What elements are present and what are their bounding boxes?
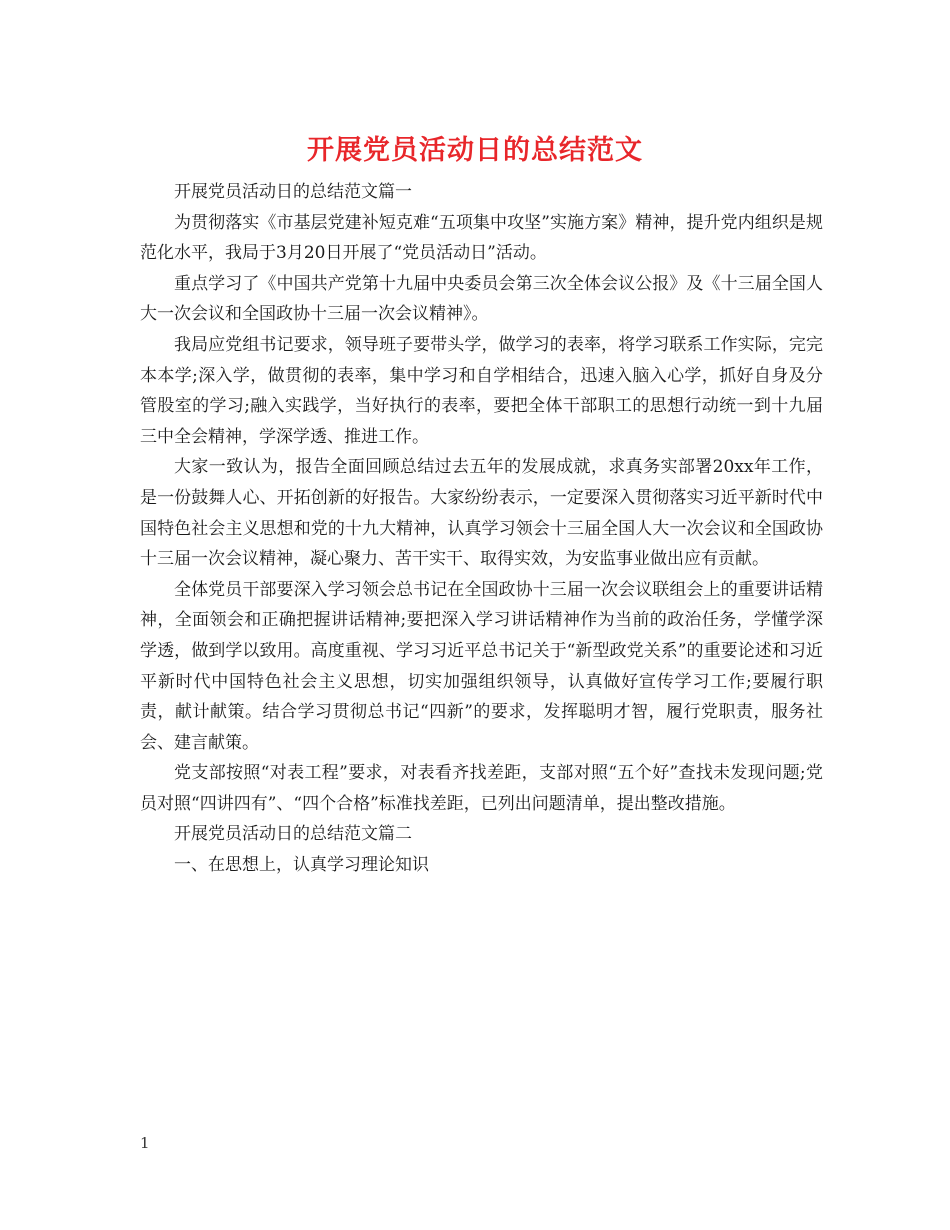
page-number: 1 <box>140 1134 150 1152</box>
paragraph-learning-tasks: 全体党员干部要深入学习领会总书记在全国政协十三届一次会议联组会上的重要讲话精神，全面领会和正确把握讲话精神;要把深入学习讲话精神作为当前的政治任务，学懂学深学透，做到学以致用。高度重视、学习习近平总书记关于“新型政党关系”的重要论述和习近平新时代中国特色社会主义思想，切实加强组织领导，认真做好宣传学习工作;要履行职责，献计献策。结合学习贯彻总书记“四新”的要求，发挥聪明才智，履行党职责，服务社会、建言献策。 <box>140 579 823 753</box>
document-title: 开展党员活动日的总结范文 <box>307 135 643 166</box>
paragraph-intro: 为贯彻落实《市基层党建补短克难“五项集中攻坚”实施方案》精神，提升党内组织是规范化水平，我局于3月20日开展了“党员活动日”活动。 <box>140 212 823 264</box>
paragraph-branch-review: 党支部按照“对表工程”要求，对表看齐找差距，支部对照“五个好”查找未发现问题;党员对照“四讲四有”、“四个合格”标准找差距，已列出问题清单，提出整改措施。 <box>140 763 823 814</box>
paragraph-heading-part-one: 开展党员活动日的总结范文篇一 <box>174 182 412 202</box>
paragraph-consensus: 大家一致认为，报告全面回顾总结过去五年的发展成就，求真务实部署20xx年工作，是一份鼓舞人心、开拓创新的好报告。大家纷纷表示，一定要深入贯彻落实习近平新时代中国特色社会主义思想和党的十九大精神，认真学习领会十三届全国人大一次会议和全国政协十三届一次会议精神，凝心聚力、苦干实干、取得实效，为安监事业做出应有贡献。 <box>140 457 823 570</box>
document-body <box>140 177 823 881</box>
paragraph-heading-part-two: 开展党员活动日的总结范文篇二 <box>174 824 412 845</box>
paragraph-study-topics: 重点学习了《中国共产党第十九届中央委员会第三次全体会议公报》及《十三届全国人大一次会议和全国政协十三届一次会议精神》。 <box>140 273 823 325</box>
paragraph-section-one: 一、在思想上，认真学习理论知识 <box>174 855 429 876</box>
paragraph-study-requirements: 我局应党组书记要求，领导班子要带头学，做学习的表率，将学习联系工作实际，完完本本学;深入学，做贯彻的表率，集中学习和自学相结合，迅速入脑入心学，抓好自身及分管股室的学习;融入实践学，当好执行的表率，要把全体干部职工的思想行动统一到十九届三中全会精神，学深学透、推进工作。 <box>140 334 823 447</box>
